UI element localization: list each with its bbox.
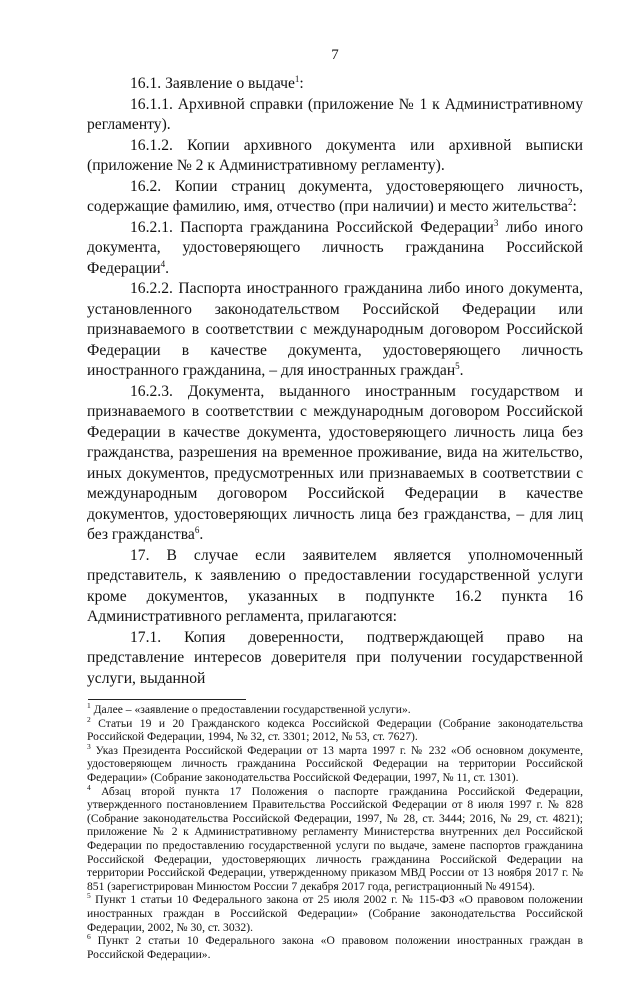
paragraph-16-2-3: 16.2.3. Документа, выданного иностранным государством и признаваемого в соответствии с международным договором Российской Федерации в качестве документа, удостоверяющего личность лица без гражданства, разрешения на временное проживание, вида на жительство, иных документов, предусмотренных или признаваемых в соответствии с международным договором Российской Федерации в качестве документов, удостоверяющих личность лица без гражданства, – для лиц без гражданства$^6$.: [87, 382, 583, 543]
footnote-1: $^1$ Далее – «заявление о предоставлении государственной услуги».: [87, 701, 411, 716]
document-body: [87, 74, 583, 689]
footnotes: [87, 703, 583, 961]
footnote-separator: [88, 699, 246, 700]
paragraph-16-2-1: 16.2.1. Паспорта гражданина Российской Федерации$^3$ либо иного документа, удостоверяющего личность гражданина Российской Федерации$^4$.: [87, 217, 583, 277]
paragraph-17-1: 17.1. Копия доверенности, подтверждающей право на представление интересов доверителя при получении государственной услуги, выданной: [87, 628, 583, 687]
page-number: 7: [331, 47, 339, 63]
footnote-ref[interactable]: 2: [567, 196, 573, 207]
paragraph-16-1-1: 16.1.1. Архивной справки (приложение № 1 к Административному регламенту).: [87, 95, 583, 133]
footnote-ref[interactable]: 4: [160, 258, 166, 269]
footnote-ref[interactable]: 6: [194, 524, 200, 535]
footnote-4: $^4$ Абзац второй пункта 17 Положения о паспорте гражданина Российской Федерации, утвержденного постановлением Правительства Российской Федерации от 8 июля 1997 г. № 828 (Собрание законодательства Российской Федерации, 1997, № 28, ст. 3444; 2016, № 29, ст. 4821); приложение № 2 к Административному регламенту Министерства внутренних дел Российской Федерации по предоставлению государственной услуги по выдаче, замене паспортов гражданина Российской Федерации, удостоверяющих личность гражданина Российской Федерации на территории Российской Федерации, утвержденному приказом МВД России от 13 ноября 2017 г. № 851 (зарегистрирован Минюстом России 7 декабря 2017 года, регистрационный № 49154).: [87, 782, 583, 893]
footnote-6: $^6$ Пункт 2 статьи 10 Федерального закона «О правовом положении иностранных граждан в Российской Федерации».: [87, 932, 583, 961]
paragraph-16-2: 16.2. Копии страниц документа, удостоверяющего личность, содержащие фамилию, имя, отчество (при наличии) и место жительства$^2$:: [87, 177, 583, 215]
paragraph-17: 17. В случае если заявителем является уполномоченный представитель, к заявлению о предоставлении государственной услуги кроме документов, указанных в подпункте 16.2 пункта 16 Административного регламента, прилагаются:: [87, 546, 583, 625]
footnote-ref[interactable]: 3: [493, 217, 499, 228]
footnote-3: $^3$ Указ Президента Российской Федерации от 13 марта 1997 г. № 232 «Об основном документе, удостоверяющем личность гражданина Российской Федерации на территории Российской Федерации» (Собрание законодательства Российской Федерации, 1997, № 11, ст. 1301).: [87, 741, 583, 784]
footnote-ref[interactable]: 1: [294, 73, 300, 84]
paragraph-16-1: 16.1. Заявление о выдаче$^1$:: [130, 73, 304, 92]
paragraph-16-1-2: 16.1.2. Копии архивного документа или архивной выписки (приложение № 2 к Административному регламенту).: [87, 136, 583, 174]
footnote-2: $^2$ Статьи 19 и 20 Гражданского кодекса Российской Федерации (Собрание законодательства Российской Федерации, 1994, № 32, ст. 3301; 2012, № 53, ст. 7627).: [87, 714, 583, 744]
paragraph-16-2-2: 16.2.2. Паспорта иностранного гражданина либо иного документа, установленного законодательством Российской Федерации или признаваемого в соответствии с международным договором Российской Федерации в качестве документа, удостоверяющего личность иностранного гражданина, – для иностранных граждан$^5$.: [87, 280, 583, 379]
footnote-ref[interactable]: 5: [455, 360, 460, 371]
footnote-5: $^5$ Пункт 1 статьи 10 Федерального закона от 25 июля 2002 г. № 115-ФЗ «О правовом положении иностранных граждан в Российской Федерации» (Собрание законодательства Российской Федерации, 2002, № 30, ст. 3032).: [87, 891, 583, 934]
